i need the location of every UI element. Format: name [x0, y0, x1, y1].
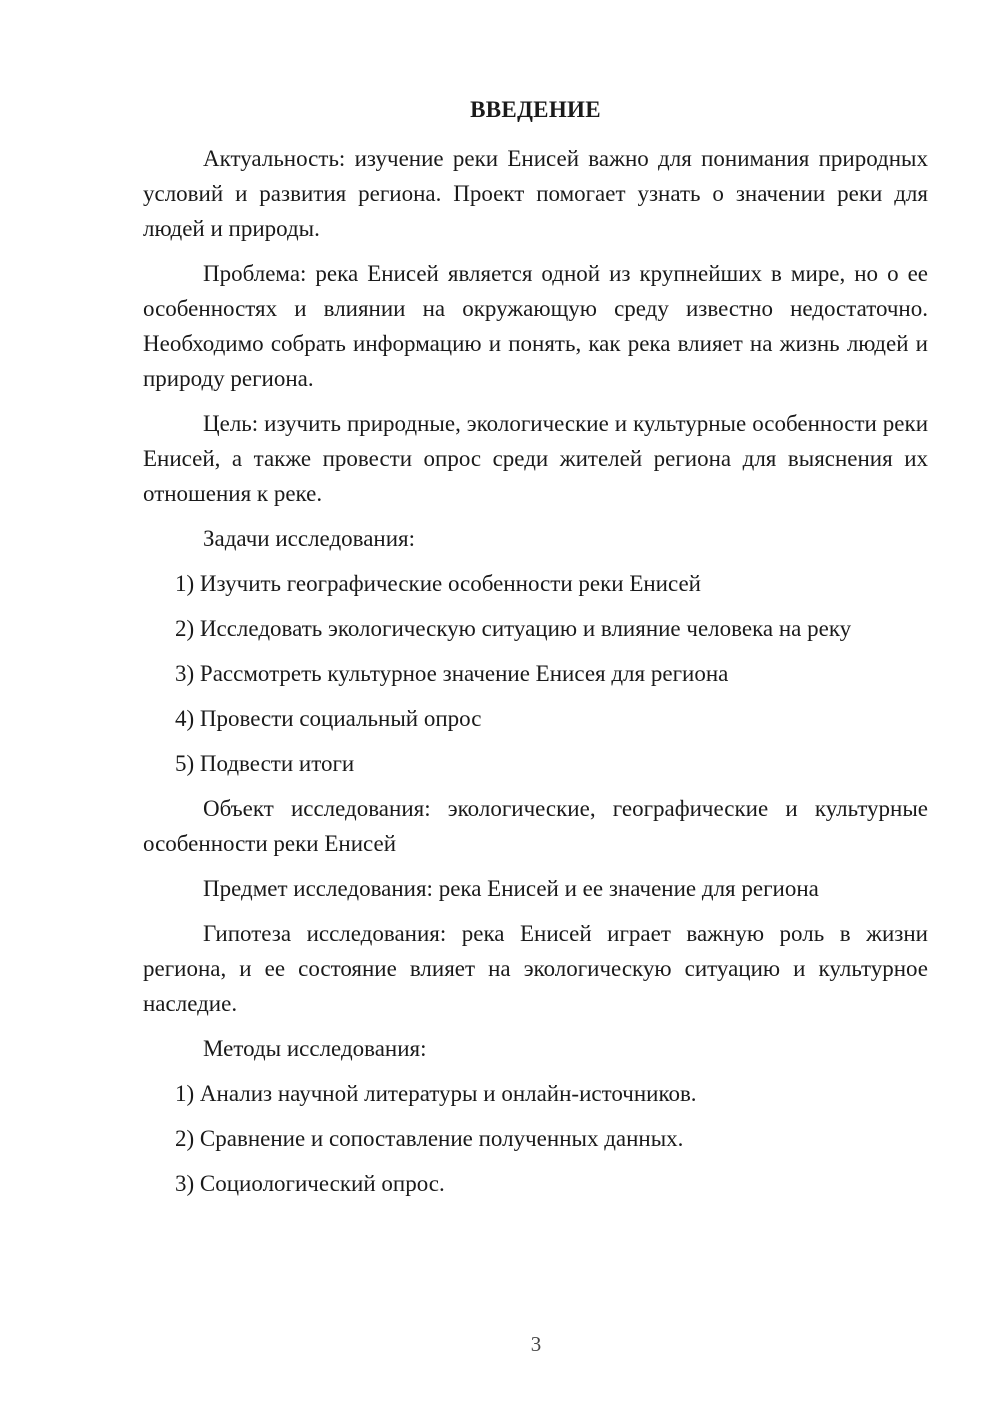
- methods-list: [143, 1076, 928, 1201]
- document-page: [143, 92, 928, 1211]
- hypothesis-paragraph: Гипотеза исследования: река Енисей играет важную роль в жизни региона, и ее состояние влияет на экологическую ситуацию и культурное наследие.: [143, 921, 928, 1016]
- goal-paragraph: Цель: изучить природные, экологические и культурные особенности реки Енисей, а также провести опрос среди жителей региона для выяснения их отношения к реке.: [143, 411, 928, 506]
- tasks-list: [143, 566, 928, 781]
- actuality-paragraph: Актуальность: изучение реки Енисей важно для понимания природных условий и развития региона. Проект помогает узнать о значении реки для людей и природы.: [143, 146, 928, 241]
- object-paragraph: Объект исследования: экологические, географические и культурные особенности реки Енисей: [143, 796, 928, 856]
- methods-heading: Методы исследования:: [203, 1036, 427, 1061]
- page-number: 3: [530, 1332, 542, 1356]
- page-title: ВВЕДЕНИЕ: [470, 97, 601, 122]
- list-item: 3) Социологический опрос.: [175, 1171, 445, 1196]
- list-item: 5) Подвести итоги: [175, 751, 355, 776]
- tasks-heading: Задачи исследования:: [203, 526, 416, 551]
- list-item: 3) Рассмотреть культурное значение Енисея для региона: [175, 661, 729, 686]
- list-item: 1) Анализ научной литературы и онлайн-источников.: [175, 1081, 697, 1106]
- list-item: 1) Изучить географические особенности реки Енисей: [175, 571, 701, 596]
- list-item: 2) Сравнение и сопоставление полученных данных.: [175, 1126, 684, 1151]
- list-item: 2) Исследовать экологическую ситуацию и влияние человека на реку: [175, 616, 852, 641]
- problem-paragraph: Проблема: река Енисей является одной из крупнейших в мире, но о ее особенностях и влиянии на окружающую среду известно недостаточно. Необходимо собрать информацию и понять, как река влияет на жизнь людей и природу региона.: [143, 261, 928, 391]
- subject-paragraph: Предмет исследования: река Енисей и ее значение для региона: [203, 876, 819, 901]
- list-item: 4) Провести социальный опрос: [175, 706, 482, 731]
